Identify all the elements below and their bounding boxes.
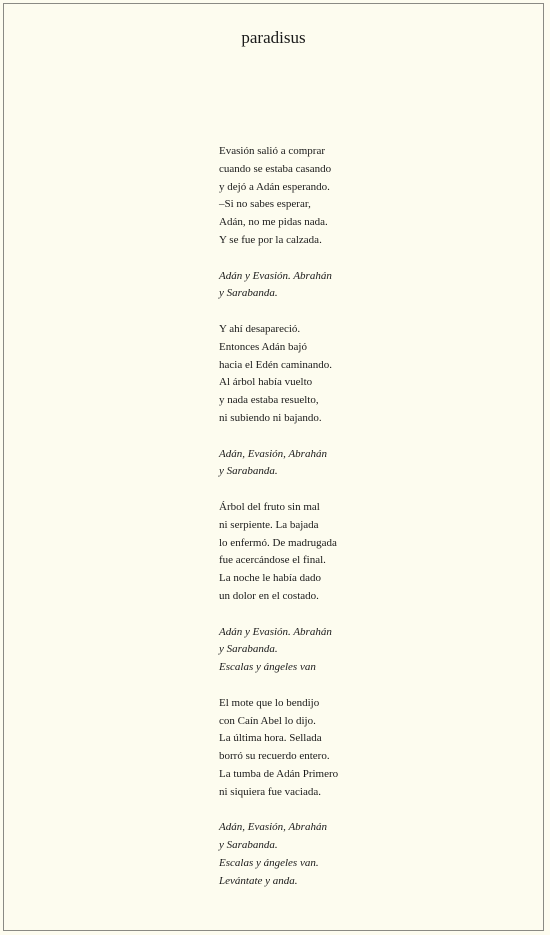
verse-line: ni serpiente. La bajada — [219, 518, 319, 531]
stanza-4 — [219, 695, 338, 802]
refrain-3 — [219, 624, 338, 677]
verse-line: ni subiendo ni bajando. — [219, 411, 322, 424]
document-page — [3, 3, 544, 931]
verse-line: fue acercándose el final. — [219, 554, 326, 567]
refrain-1 — [219, 268, 338, 304]
verse-line: un dolor en el costado. — [219, 589, 319, 602]
verse-line: y dejó a Adán esperando. — [219, 180, 330, 193]
stanza-3 — [219, 499, 338, 606]
verse-line: Adán, no me pidas nada. — [219, 216, 328, 229]
poem-body — [219, 143, 338, 890]
refrain-line: Levántate y anda. — [219, 874, 298, 887]
refrain-line: Escalas y ángeles van. — [219, 856, 319, 869]
verse-line: hacia el Edén caminando. — [219, 358, 333, 371]
refrain-line: y Sarabanda. — [219, 643, 278, 656]
stanza-2 — [219, 321, 338, 428]
verse-line: con Caín Abel lo dijo. — [219, 714, 316, 727]
verse-line: y nada estaba resuelto, — [219, 394, 319, 407]
verse-line: borró su recuerdo entero. — [219, 750, 330, 763]
verse-line: La noche le había dado — [219, 572, 322, 585]
verse-line: El mote que lo bendijo — [219, 696, 320, 709]
verse-line: Entonces Adán bajó — [219, 340, 307, 353]
verse-line: Al árbol había vuelto — [219, 376, 313, 389]
refrain-line: y Sarabanda. — [219, 287, 278, 300]
refrain-line: y Sarabanda. — [219, 839, 278, 852]
verse-line: lo enfermó. De madrugada — [219, 536, 337, 549]
verse-line: La última hora. Sellada — [219, 732, 322, 745]
stanza-1 — [219, 143, 338, 250]
verse-line: cuando se estaba casando — [219, 162, 332, 175]
verse-line: Evasión salió a comprar — [219, 145, 325, 157]
poem-title: paradisus — [241, 28, 306, 47]
refrain-line: Adán y Evasión. Abrahán — [219, 269, 332, 282]
refrain-line: Adán, Evasión, Abrahán — [219, 821, 327, 834]
refrain-line: y Sarabanda. — [219, 465, 278, 478]
refrain-line: Escalas y ángeles van — [219, 661, 316, 674]
verse-line: Y se fue por la calzada. — [219, 233, 322, 246]
verse-line: La tumba de Adán Primero — [219, 767, 339, 780]
verse-line: Árbol del fruto sin mal — [219, 500, 320, 513]
refrain-line: Adán, Evasión, Abrahán — [219, 447, 327, 460]
refrain-line: Adán y Evasión. Abrahán — [219, 625, 332, 638]
refrain-4 — [219, 819, 338, 890]
verse-line: Y ahí desapareció. — [219, 322, 301, 335]
verse-line: –Si no sabes esperar, — [219, 198, 311, 211]
refrain-2 — [219, 446, 338, 482]
verse-line: ni siquiera fue vaciada. — [219, 785, 322, 798]
